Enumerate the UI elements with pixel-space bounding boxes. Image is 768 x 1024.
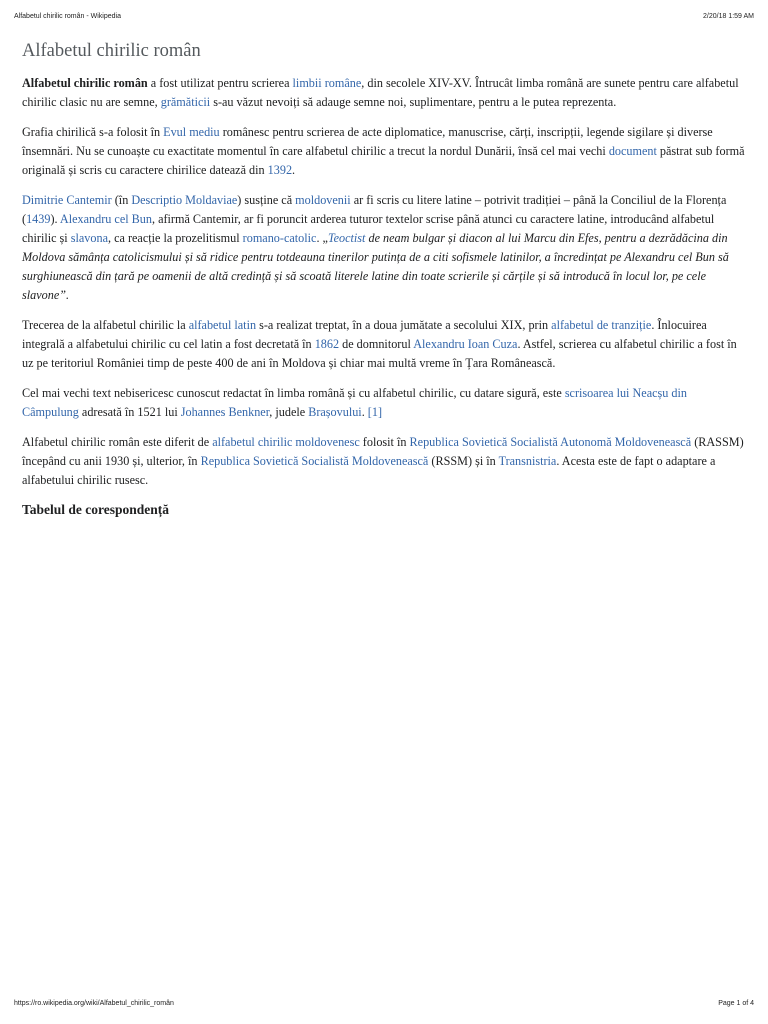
reference-link-1[interactable]: [1]: [367, 405, 383, 419]
link-limbii-romane[interactable]: limbii române: [292, 76, 362, 90]
paragraph-neacsu: [22, 384, 746, 422]
print-url: https://ro.wikipedia.org/wiki/Alfabetul_chirilic_român: [14, 1000, 174, 1007]
bold-term: Alfabetul chirilic român: [22, 76, 148, 90]
link-teoctist[interactable]: Teoctist: [327, 231, 366, 245]
text: păstrat sub formă originală și scris cu caractere chirilice datează din: [22, 144, 745, 177]
link-rassm[interactable]: Republica Sovietică Socialistă Autonomă Moldovenească: [409, 435, 692, 449]
link-descriptio-moldaviae[interactable]: Descriptio Moldaviae: [131, 193, 238, 207]
link-scrisoarea-neacsu[interactable]: scrisoarea lui Neacșu din Câmpulung: [22, 386, 687, 419]
link-slavona[interactable]: slavona: [70, 231, 108, 245]
link-moldovenii[interactable]: moldovenii: [295, 193, 351, 207]
link-gramaticii[interactable]: grămăticii: [160, 95, 211, 109]
paragraph-intro: [22, 74, 746, 112]
article-content: [22, 40, 746, 519]
print-header: [14, 13, 754, 20]
text: ar fi scris cu litere latine – potrivit tradiției – până la Conciliul de la Florența (: [22, 193, 727, 226]
link-romano-catolic[interactable]: romano-catolic: [242, 231, 317, 245]
paragraph-trecerea: [22, 316, 746, 373]
paragraph-grafia: [22, 123, 746, 180]
text: . Înlocuirea integrală a alfabetului chirilic cu cel latin a fost decretată în: [22, 318, 707, 351]
paragraph-cantemir: [22, 191, 746, 305]
text: (RASSM) începând cu anii 1930 și, ulterior, în: [22, 435, 744, 468]
link-johannes-benkner[interactable]: Johannes Benkner: [180, 405, 270, 419]
text: . „: [316, 231, 328, 245]
text: ).: [50, 212, 60, 226]
print-datetime: 2/20/18 1:59 AM: [703, 13, 754, 20]
print-page-number: Page 1 of 4: [718, 1000, 754, 1007]
text: de domnitorul: [339, 337, 414, 351]
section-heading: Tabelul de corespondență: [22, 502, 170, 517]
link-alexandru-cel-bun[interactable]: Alexandru cel Bun: [59, 212, 152, 226]
text: , judele: [269, 405, 309, 419]
text: a fost utilizat pentru scrierea: [147, 76, 293, 90]
text: (în: [111, 193, 132, 207]
text: Alfabetul chirilic român este diferit de: [22, 435, 213, 449]
text: Grafia chirilică s-a folosit în: [22, 125, 164, 139]
text: folosit în: [359, 435, 410, 449]
text: Cel mai vechi text nebisericesc cunoscut redactat în limba română și cu alfabetul chirilic, cu datare sigură, este: [22, 386, 565, 400]
link-evul-mediu[interactable]: Evul mediu: [163, 125, 220, 139]
text: ) susține că: [237, 193, 296, 207]
link-1392[interactable]: 1392: [267, 163, 293, 177]
page-title: Alfabetul chirilic român: [22, 41, 201, 61]
link-alexandru-ioan-cuza[interactable]: Alexandru Ioan Cuza: [413, 337, 518, 351]
text: s-a realizat treptat, în a doua jumătate a secolului XIX, prin: [256, 318, 552, 332]
text: adresată în 1521 lui: [78, 405, 181, 419]
text: , afirmă Cantemir, ar fi poruncit arderea tuturor textelor scrise până atunci cu caractere latine, introducând alfabetul chirilic și: [22, 212, 715, 245]
text: , ca reacție la prozelitismul: [107, 231, 243, 245]
print-page-title: Alfabetul chirilic român - Wikipedia: [14, 13, 121, 20]
link-transnistria[interactable]: Transnistria: [498, 454, 557, 468]
print-footer: [14, 1000, 754, 1007]
link-1439[interactable]: 1439: [26, 212, 51, 226]
text: , din secolele XIV-XV. Întrucât limba română are sunete pentru care alfabetul chirilic clasic nu are semne,: [22, 76, 739, 109]
link-document[interactable]: document: [608, 144, 657, 158]
paragraph-moldovenesc: [22, 433, 746, 490]
text: .: [361, 405, 368, 419]
text: (RSSM) și în: [428, 454, 499, 468]
text: românesc pentru scrierea de acte diplomatice, manuscrise, cărți, inscripții, legende sigilare și diverse însemnări. Nu se cunoaște cu exactitate momentul în care alfabetul chirilic a trecut la nordul Dunării, însă cel mai vechi: [22, 125, 713, 158]
link-dimitrie-cantemir[interactable]: Dimitrie Cantemir: [22, 193, 112, 207]
quote-text: de neam bulgar și diacon al lui Marcu din Efes, pentru a dezrădăcina din Moldova sămânța catolicismului și să ridice pentru totdeauna tinerilor putința de a citi sofismele latinilor, a încredințat pe Alexandru cel Bun să surghiunească din țară pe oamenii de altă credință și să scoată literele latine din toate scrierile și cărțile și să introducă în locul lor, pe cele slavone”.: [22, 231, 729, 302]
text: . Astfel, scrierea cu alfabetul chirilic a fost în uz pe teritoriul României timp de peste 400 de ani în Moldova și chiar mai multă vreme în Țara Românească.: [22, 337, 737, 370]
link-rssm[interactable]: Republica Sovietică Socialistă Moldovenească: [200, 454, 429, 468]
link-alfabetul-chirilic-moldovenesc[interactable]: alfabetul chirilic moldovenesc: [212, 435, 360, 449]
link-1862[interactable]: 1862: [314, 337, 340, 351]
text: s-au văzut nevoiți să adauge semne noi, suplimentare, pentru a le putea reprezenta.: [210, 95, 617, 109]
text: . Acesta este de fapt o adaptare a alfabetului chirilic rusesc.: [22, 454, 716, 487]
link-alfabetul-de-tranzitie[interactable]: alfabetul de tranziție: [551, 318, 652, 332]
text: .: [292, 163, 296, 177]
text: Trecerea de la alfabetul chirilic la: [22, 318, 189, 332]
link-alfabetul-latin[interactable]: alfabetul latin: [188, 318, 257, 332]
link-brasovului[interactable]: Brașovului: [308, 405, 362, 419]
